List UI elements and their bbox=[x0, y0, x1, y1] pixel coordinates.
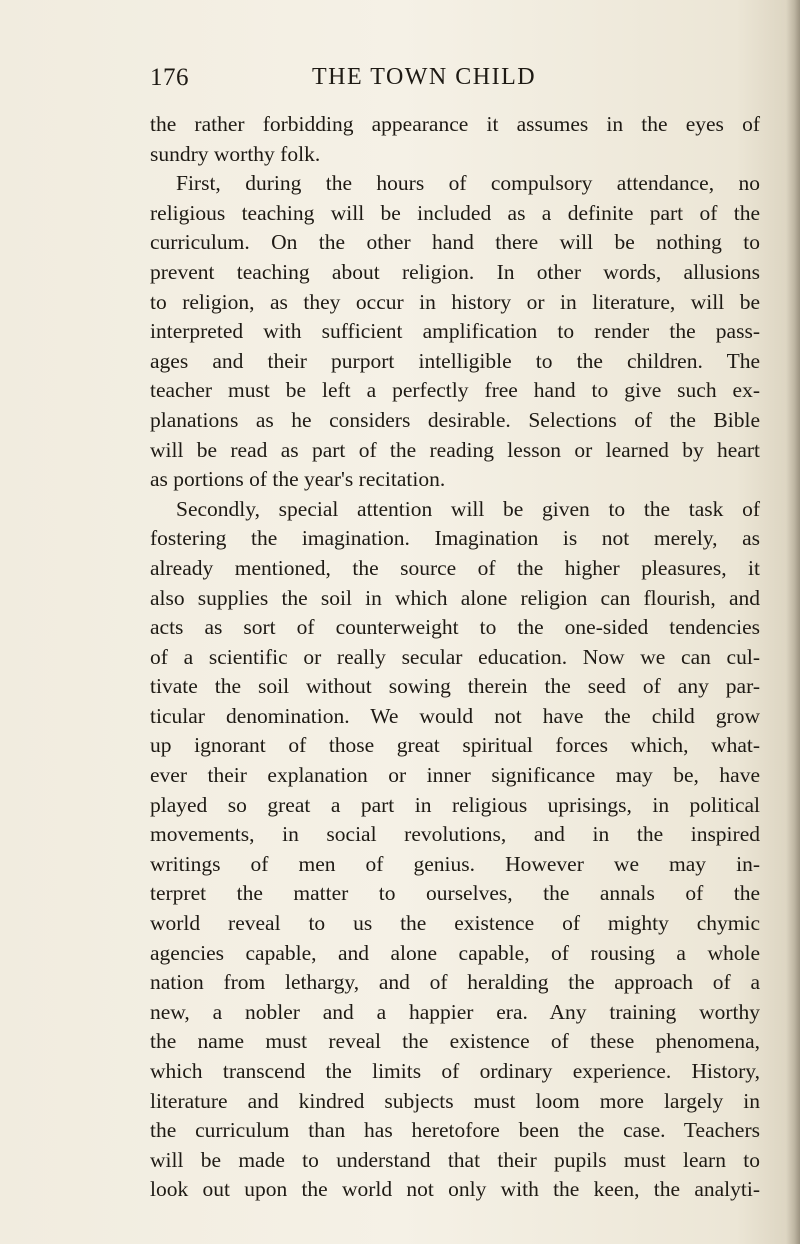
text-line: planations as he considers desirable. Selections of the Bible bbox=[150, 407, 760, 432]
text-line: of a scientific or really secular education. Now we can cul- bbox=[150, 644, 760, 669]
text-line: look out upon the world not only with the keen, the analyti- bbox=[150, 1177, 760, 1202]
page-number: 176 bbox=[150, 64, 189, 91]
text-line: the name must reveal the existence of these phenomena, bbox=[150, 1029, 760, 1054]
text-line: tivate the soil without sowing therein the seed of any par- bbox=[150, 674, 760, 699]
text-line: world reveal to us the existence of mighty chymic bbox=[150, 911, 760, 936]
text-line: terpret the matter to ourselves, the annals of the bbox=[150, 881, 760, 906]
running-header bbox=[150, 64, 750, 98]
body-text bbox=[150, 110, 760, 1205]
text-line: prevent teaching about religion. In other words, allusions bbox=[150, 259, 760, 284]
text-line: curriculum. On the other hand there will be nothing to bbox=[150, 230, 760, 255]
text-line: nation from lethargy, and of heralding the approach of a bbox=[150, 970, 760, 995]
text-line: played so great a part in religious uprisings, in political bbox=[150, 792, 760, 817]
text-line: will be made to understand that their pupils must learn to bbox=[150, 1147, 760, 1172]
text-line: writings of men of genius. However we may in- bbox=[150, 851, 760, 876]
text-line: ever their explanation or inner significance may be, have bbox=[150, 763, 760, 788]
text-line: fostering the imagination. Imagination is not merely, as bbox=[150, 526, 760, 551]
text-line: to religion, as they occur in history or in literature, will be bbox=[150, 289, 760, 314]
text-line: new, a nobler and a happier era. Any training worthy bbox=[150, 999, 760, 1024]
text-line: which transcend the limits of ordinary experience. History, bbox=[150, 1059, 760, 1083]
text-line: already mentioned, the source of the higher pleasures, it bbox=[150, 555, 760, 580]
text-line: movements, in social revolutions, and in the inspired bbox=[150, 822, 760, 847]
text-line: as portions of the year's recitation. bbox=[150, 467, 446, 492]
text-line: sundry worthy folk. bbox=[150, 141, 321, 166]
text-line: ages and their purport intelligible to the children. The bbox=[150, 348, 760, 373]
running-title: THE TOWN CHILD bbox=[312, 64, 537, 90]
text-line: religious teaching will be included as a definite part of the bbox=[150, 200, 760, 225]
text-line: agencies capable, and alone capable, of rousing a whole bbox=[150, 940, 760, 965]
text-line: Secondly, special attention will be given to the task of bbox=[176, 496, 760, 521]
text-line: ticular denomination. We would not have the child grow bbox=[150, 703, 760, 728]
text-line: literature and kindred subjects must loom more largely in bbox=[150, 1088, 760, 1113]
text-line: acts as sort of counterweight to the one-sided tendencies bbox=[150, 615, 760, 640]
text-line: the curriculum than has heretofore been the case. Teachers bbox=[150, 1118, 760, 1143]
text-line: up ignorant of those great spiritual forces which, what- bbox=[150, 733, 760, 758]
text-line: the rather forbidding appearance it assumes in the eyes of bbox=[150, 112, 760, 136]
text-line: First, during the hours of compulsory attendance, no bbox=[176, 171, 760, 196]
text-line: also supplies the soil in which alone religion can flourish, and bbox=[150, 585, 760, 610]
text-line: teacher must be left a perfectly free hand to give such ex- bbox=[150, 378, 760, 403]
text-line: interpreted with sufficient amplification to render the pass- bbox=[150, 319, 760, 344]
text-line: will be read as part of the reading lesson or learned by heart bbox=[150, 437, 760, 462]
page-edge-shadow bbox=[786, 0, 800, 1244]
